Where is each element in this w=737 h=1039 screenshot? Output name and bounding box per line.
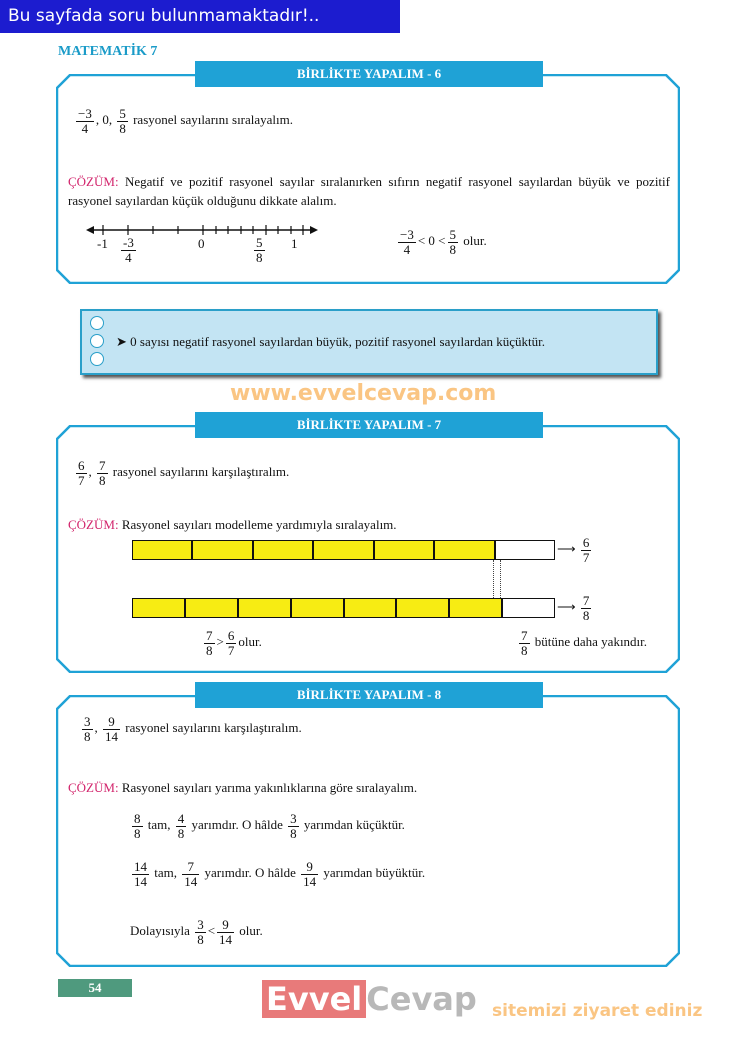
- watermark-visit: sitemizi ziyaret ediniz: [492, 1001, 703, 1021]
- reasoning-line-1: $\frac{8}{8}$ tam, $\frac{4}{8}$ yarımdır. O hâlde $\frac{3}{8}$ yarımdan küçüktür.: [134, 811, 405, 841]
- fraction: $\frac{9}{14}$: [105, 714, 118, 744]
- fraction-model-bar-7-8: [132, 598, 555, 618]
- fraction: $\frac{7}{8}$: [99, 458, 106, 488]
- circle-icon: [90, 352, 104, 366]
- comparison-result: $\frac{7}{8}$ > $\frac{6}{7}$ olur.: [206, 628, 262, 658]
- fraction: $\frac{5}{8}$: [119, 106, 126, 136]
- arrow-bullet-icon: ➤: [116, 334, 127, 349]
- bar-segment: [133, 599, 186, 617]
- circle-icon: [90, 316, 104, 330]
- dotted-guide: [493, 560, 501, 598]
- result: $\frac{-3}{4}$ < 0 < $\frac{5}{8}$ olur.: [400, 227, 487, 257]
- bar-segment: [254, 541, 314, 559]
- bar-segment: [193, 541, 253, 559]
- fraction: $\frac{3}{8}$: [84, 714, 91, 744]
- subject-title: MATEMATİK 7: [58, 44, 158, 59]
- watermark-site: www.evvelcevap.com: [230, 381, 497, 406]
- fraction: $\frac{-3}{4}$: [78, 106, 92, 136]
- bar-segment: [397, 599, 450, 617]
- tick-label: 1: [291, 236, 298, 251]
- arrow-7-8: ⟶ $\frac{7}{8}$: [557, 593, 590, 623]
- question-text: rasyonel sayılarını karşılaştıralım.: [112, 464, 290, 480]
- bar-segment: [186, 599, 239, 617]
- question-text: rasyonel sayılarını sıralayalım.: [133, 112, 294, 128]
- conclusion-line: Dolayısıyla $\frac{3}{8}$ < $\frac{9}{14}$ olur.: [130, 917, 263, 947]
- tick-label: $\frac{5}{8}$: [256, 235, 263, 265]
- evvelcevap-logo: Evvel Cevap: [262, 980, 477, 1018]
- arrow-6-7: ⟶ $\frac{6}{7}$: [557, 535, 590, 565]
- section-6-title: BİRLİKTE YAPALIM - 6: [195, 61, 543, 87]
- tick-label: 0: [198, 236, 205, 251]
- question-text: rasyonel sayılarını karşılaştıralım.: [125, 720, 302, 736]
- solution-text: ÇÖZÜM: Negatif ve pozitif rasyonel sayılar sıralanırken sıfırın negatif rasyonel sayılardan büyük ve pozitif rasyonel sayılardan küçük olduğunu dikkate alalım.: [68, 174, 670, 208]
- bar-segment: [375, 541, 435, 559]
- bar-segment: [450, 599, 503, 617]
- tick-label: $\frac{-3}{4}$: [123, 235, 134, 265]
- section-8-title: BİRLİKTE YAPALIM - 8: [195, 682, 543, 708]
- closer-to-whole: $\frac{7}{8}$ bütüne daha yakındır.: [521, 628, 648, 658]
- solution-text: ÇÖZÜM: Rasyonel sayıları modelleme yardımıyla sıralayalım.: [68, 517, 397, 532]
- bar-segment: [503, 599, 554, 617]
- reasoning-line-2: $\frac{14}{14}$ tam, $\frac{7}{14}$ yarımdır. O hâlde $\frac{9}{14}$ yarımdan büyüktür.: [134, 859, 426, 889]
- page-number: 54: [58, 979, 132, 997]
- solution-text: ÇÖZÜM: Rasyonel sayıları yarıma yakınlıklarına göre sıralayalım.: [68, 780, 418, 795]
- bar-segment: [292, 599, 345, 617]
- fraction-model-bar-6-7: [132, 540, 555, 560]
- no-question-banner: Bu sayfada soru bulunmamaktadır!..: [0, 0, 400, 33]
- info-box: [80, 309, 658, 375]
- info-text: 0 sayısı negatif rasyonel sayılardan büyük, pozitif rasyonel sayılardan küçüktür.: [130, 334, 545, 349]
- fraction: $\frac{6}{7}$: [78, 458, 85, 488]
- bar-segment: [239, 599, 292, 617]
- bar-segment: [345, 599, 398, 617]
- bar-segment: [314, 541, 374, 559]
- section-7-title: BİRLİKTE YAPALIM - 7: [195, 412, 543, 438]
- bar-segment: [496, 541, 554, 559]
- bar-segment: [435, 541, 495, 559]
- circle-icon: [90, 334, 104, 348]
- bar-segment: [133, 541, 193, 559]
- zero: 0,: [102, 112, 113, 128]
- tick-label: -1: [97, 236, 108, 251]
